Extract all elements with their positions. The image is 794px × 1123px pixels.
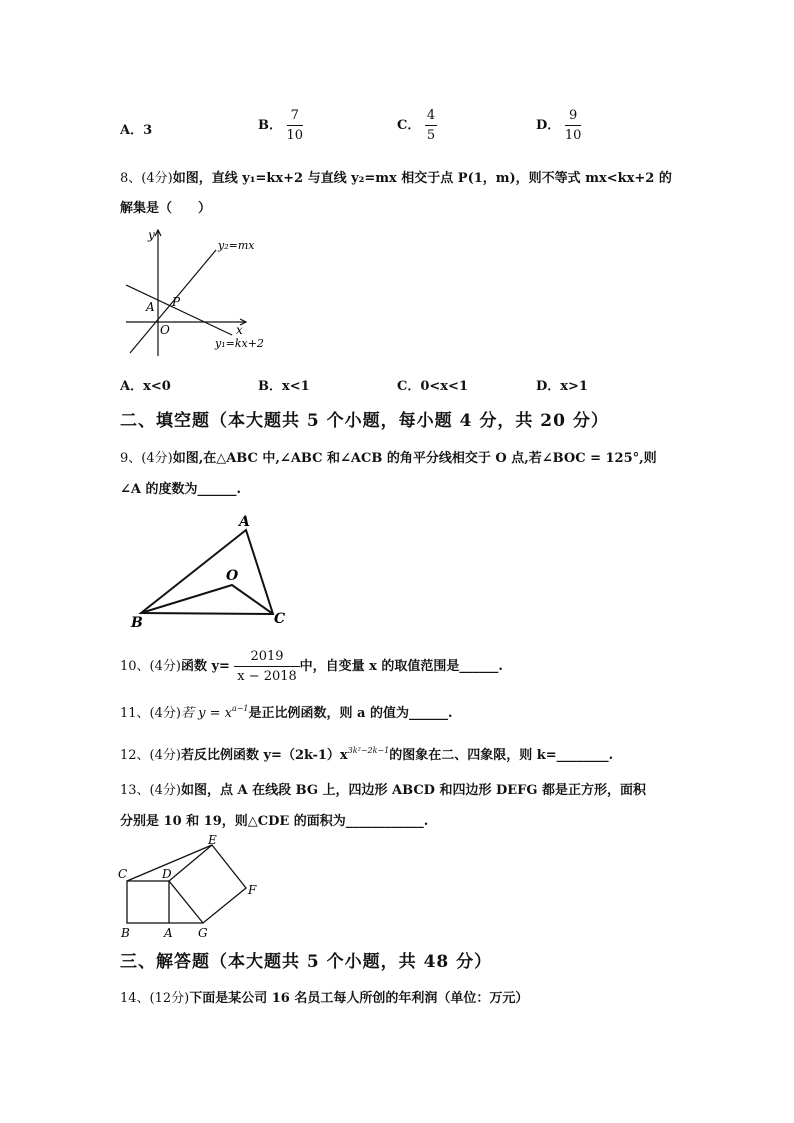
q7-option-d-numerator: 9: [565, 108, 582, 126]
q9-triangle-abc: [141, 530, 273, 614]
q13-text-line1: 如图，点 A 在线段 BG 上，四边形 ABCD 和四边形 DEFG 都是正方形，面积: [180, 783, 647, 798]
q11: [120, 702, 453, 721]
q13-text-line2: 分别是 10 和 19，则△CDE 的面积为____________.: [120, 814, 429, 829]
q10-denominator: x − 2018: [237, 669, 297, 684]
q13-line1: [120, 779, 646, 798]
q7-option-b: [258, 108, 303, 143]
q9-triangle-figure: [125, 510, 295, 632]
q8-text-line2: 解集是（ ）: [120, 201, 212, 216]
q9-label-a: A: [239, 514, 250, 530]
q13-squares-figure: [112, 832, 272, 942]
q7-option-c-fraction: [425, 108, 437, 143]
q13-square-defg: [169, 845, 246, 923]
q8-number: 8、(4分): [120, 171, 173, 186]
q13-label-a: A: [164, 926, 173, 940]
q10-number: 10、(4分): [120, 659, 181, 674]
q13-label-f: F: [248, 883, 257, 897]
q8-option-b-letter: B．: [258, 379, 282, 394]
q8-origin: O: [160, 323, 170, 337]
q8-option-c: [397, 375, 468, 394]
q8-option-d-text: x>1: [560, 379, 588, 394]
q7-option-b-letter: B．: [258, 118, 282, 133]
q9-line1: [120, 447, 657, 466]
q9-label-b: B: [131, 615, 143, 631]
q8-option-a-letter: A．: [120, 379, 144, 394]
q7-option-d-denominator: 10: [564, 128, 582, 143]
q9-text-line1: 如图,在△ABC 中,∠ABC 和∠ACB 的角平分线相交于 O 点,若∠BOC = 125°,则: [172, 451, 657, 466]
q7-option-c-letter: C．: [397, 118, 421, 133]
q9-label-o: O: [226, 568, 239, 584]
q8-option-a: [120, 375, 171, 394]
q8-option-d-letter: D．: [536, 379, 561, 394]
q7-option-d-letter: D．: [536, 118, 561, 133]
q8-line-y1: [126, 285, 232, 335]
q9-label-c: C: [274, 611, 286, 627]
q8-point-p: P: [172, 295, 181, 309]
q13-label-d: D: [162, 867, 172, 881]
q10-suffix: 中，自变量 x 的取值范围是______.: [299, 659, 503, 674]
q7-option-b-denominator: 10: [286, 128, 304, 143]
q7-option-d-fraction: [565, 108, 582, 143]
q13-label-c: C: [118, 867, 128, 881]
section3-title: 三、解答题（本大题共 5 个小题，共 48 分）: [120, 952, 493, 972]
section2-title: 二、填空题（本大题共 5 个小题，每小题 4 分，共 20 分）: [120, 411, 609, 431]
q13-number: 13、(4分): [120, 783, 181, 798]
q10-fraction: [234, 649, 299, 684]
q7-option-c-numerator: 4: [425, 108, 437, 126]
q11-suffix: 是正比例函数，则 a 的值为______.: [248, 706, 453, 721]
q12-exponent: 3k²−2k−1: [347, 746, 390, 755]
q12: [120, 744, 613, 763]
q11-exponent: a−1: [231, 704, 249, 713]
q9-number: 9、(4分): [120, 451, 173, 466]
q8-x-label: x: [236, 323, 243, 337]
q7-option-b-fraction: [287, 108, 304, 143]
q11-prefix: 若 y = x: [180, 706, 232, 721]
q7-option-a-letter: A．: [120, 123, 144, 138]
q8-option-a-text: x<0: [143, 379, 171, 394]
q11-number: 11、(4分): [120, 706, 181, 721]
q13-label-b: B: [121, 926, 130, 940]
q8-option-b-text: x<1: [282, 379, 310, 394]
q8-option-c-text: 0<x<1: [420, 379, 468, 394]
q9-bisectors: [141, 585, 273, 614]
q10-numerator: 2019: [234, 649, 299, 667]
q8-line1: [120, 167, 672, 186]
q14-number: 14、(12分): [120, 991, 190, 1006]
q8-graph: [110, 222, 280, 362]
q12-prefix: 若反比例函数 y=（2k-1）x: [180, 748, 348, 763]
q8-text-line1: 如图，直线 y₁=kx+2 与直线 y₂=mx 相交于点 P(1，m)，则不等式 mx<kx+2 的: [172, 171, 672, 186]
q7-option-c: [397, 108, 437, 143]
q9-text-line2: ∠A 的度数为______.: [120, 482, 242, 497]
q7-option-d: [536, 108, 581, 143]
q8-point-a: A: [146, 300, 155, 314]
q7-option-b-numerator: 7: [287, 108, 304, 126]
q13-label-g: G: [198, 926, 208, 940]
q12-suffix: 的图象在二、四象限，则 k=________.: [389, 748, 614, 763]
q14: [120, 987, 528, 1006]
q8-y1-label: y₁=kx+2: [215, 337, 264, 350]
q8-y2-label: y₂=mx: [218, 239, 255, 252]
q13-square-abcd: [127, 881, 169, 923]
q10: [120, 649, 503, 684]
q8-y-label: y: [148, 228, 155, 242]
q8-option-b: [258, 375, 310, 394]
q10-prefix: 函数 y=: [180, 659, 230, 674]
q13-label-e: E: [208, 833, 217, 847]
q8-option-d: [536, 375, 588, 394]
q8-option-c-letter: C．: [397, 379, 421, 394]
q12-number: 12、(4分): [120, 748, 181, 763]
q14-text: 下面是某公司 16 名员工每人所创的年利润（单位：万元）: [189, 991, 529, 1006]
q7-option-a: [120, 119, 152, 138]
q7-option-c-denominator: 5: [426, 128, 436, 143]
q7-option-a-text: 3: [143, 123, 153, 138]
